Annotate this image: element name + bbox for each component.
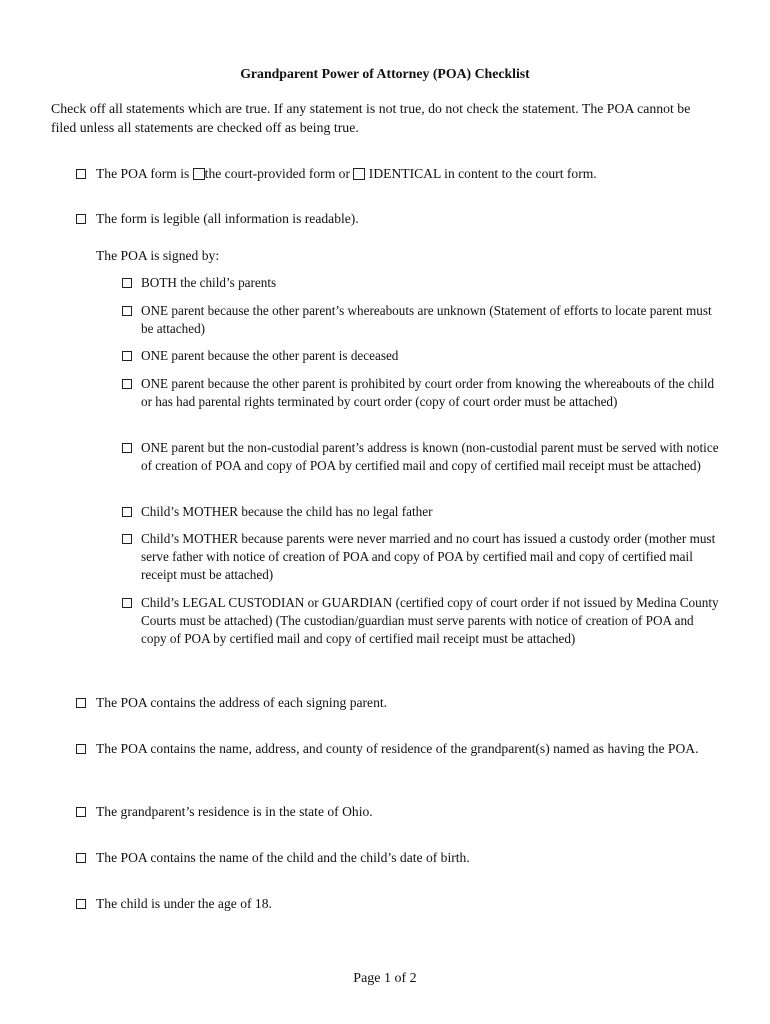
checklist-item-ohio-residence — [76, 803, 726, 822]
signer-option-mother-never-married — [122, 530, 722, 585]
checkbox-under-18[interactable] — [76, 899, 86, 909]
signer-option-custodian-guardian — [122, 594, 722, 649]
signer-option-text: BOTH the child’s parents — [141, 275, 277, 290]
item-signing-address-text: The POA contains the address of each signing parent. — [96, 695, 388, 710]
item-legible-text: The form is legible (all information is readable). — [96, 211, 359, 226]
checkbox-signer-4[interactable] — [122, 379, 132, 389]
checkbox-legible[interactable] — [76, 214, 86, 224]
checkbox-signer-8[interactable] — [122, 598, 132, 608]
item-under-18-text: The child is under the age of 18. — [96, 896, 272, 911]
signer-option-court-order — [122, 375, 722, 411]
checkbox-signing-address[interactable] — [76, 698, 86, 708]
checkbox-child-info[interactable] — [76, 853, 86, 863]
checkbox-identical[interactable] — [353, 168, 365, 180]
checklist-item-signing-address — [76, 694, 726, 713]
checkbox-signer-6[interactable] — [122, 507, 132, 517]
item-grandparent-info-text: The POA contains the name, address, and county of residence of the grandparent(s) named as having the POA. — [96, 741, 699, 756]
checkbox-court-provided[interactable] — [193, 168, 205, 180]
checkbox-signer-2[interactable] — [122, 306, 132, 316]
item-court-form-text-b: the court-provided form or — [204, 166, 354, 181]
page-number: Page 1 of 2 — [353, 971, 417, 986]
checkbox-ohio-residence[interactable] — [76, 807, 86, 817]
signer-option-text: ONE parent because the other parent’s whereabouts are unknown (Statement of efforts to locate parent must be attached) — [141, 303, 712, 337]
checklist-item-court-form — [76, 165, 726, 184]
checkbox-grandparent-info[interactable] — [76, 744, 86, 754]
signed-by-heading: The POA is signed by: — [96, 248, 220, 263]
signer-option-mother-no-father — [122, 503, 722, 521]
checklist-item-grandparent-info — [76, 740, 726, 759]
signer-option-text: Child’s MOTHER because the child has no legal father — [141, 504, 433, 519]
checklist-item-under-18 — [76, 895, 726, 914]
checkbox-signer-7[interactable] — [122, 534, 132, 544]
signer-option-text: ONE parent because the other parent is deceased — [141, 348, 399, 363]
document-title: Grandparent Power of Attorney (POA) Checklist — [240, 66, 530, 81]
signer-option-both-parents — [122, 274, 722, 292]
signer-option-text: Child’s LEGAL CUSTODIAN or GUARDIAN (certified copy of court order if not issued by Medina County Courts must be attached) (The custodian/guardian must serve parents with notice of creation of POA and copy of POA by certified mail and copy of certified mail receipt must be attached) — [141, 595, 719, 647]
checkbox-court-form[interactable] — [76, 169, 86, 179]
signer-option-whereabouts-unknown — [122, 302, 722, 338]
checkbox-signer-5[interactable] — [122, 443, 132, 453]
checklist-item-child-info — [76, 849, 726, 868]
signer-option-deceased — [122, 347, 722, 365]
checkbox-signer-3[interactable] — [122, 351, 132, 361]
item-ohio-residence-text: The grandparent’s residence is in the state of Ohio. — [96, 804, 373, 819]
signer-option-text: ONE parent but the non-custodial parent’s address is known (non-custodial parent must be served with notice of creation of POA and copy of POA by certified mail and copy of certified mail receipt must be attached) — [141, 440, 719, 474]
signer-option-non-custodial — [122, 439, 722, 475]
item-court-form-text-c: IDENTICAL in content to the court form. — [365, 166, 597, 181]
item-court-form-text-a: The POA form is — [96, 166, 193, 181]
signer-option-text: Child’s MOTHER because parents were never married and no court has issued a custody order (mother must serve father with notice of creation of POA and copy of POA by certified mail and copy of certified mail receipt must be attached) — [141, 531, 716, 583]
item-child-info-text: The POA contains the name of the child and the child’s date of birth. — [96, 850, 470, 865]
checkbox-signer-1[interactable] — [122, 278, 132, 288]
signer-option-text: ONE parent because the other parent is prohibited by court order from knowing the whereabouts of the child or has had parental rights terminated by court order (copy of court order must be attached) — [141, 376, 715, 410]
checklist-item-legible — [76, 210, 726, 229]
intro-paragraph: Check off all statements which are true. If any statement is not true, do not check the statement. The POA cannot be filed unless all statements are checked off as being true. — [51, 101, 691, 135]
